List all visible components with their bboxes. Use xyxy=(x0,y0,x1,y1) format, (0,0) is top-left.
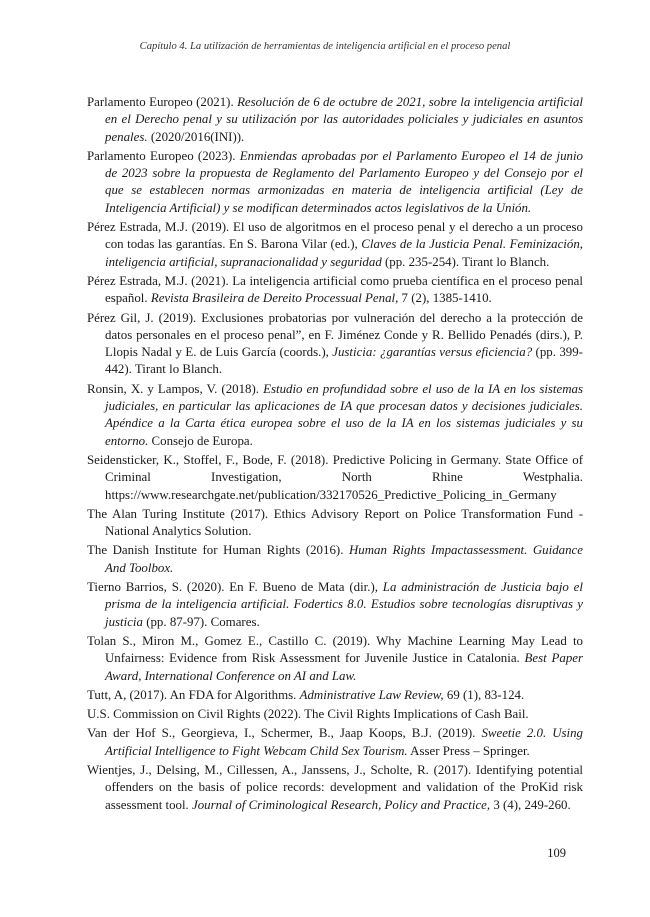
running-header: Capítulo 4. La utilización de herramientas de inteligencia artificial en el proceso penal xyxy=(139,41,511,52)
reference-entry: Tierno Barrios, S. (2020). En F. Bueno de Mata (dir.), La administración de Justicia bajo el prisma de la inteligencia artificial. Fodertics 8.0. Estudios sobre tecnologías disruptivas y justicia (pp. 87-97). Comares. xyxy=(87,580,583,629)
reference-entry: Van der Hof S., Georgieva, I., Schermer, B., Jaap Koops, B.J. (2019). Sweetie 2.0. Using Artificial Intelligence to Fight Webcam Child Sex Tourism. Asser Press – Springer. xyxy=(87,726,583,758)
reference-entry: Pérez Gil, J. (2019). Exclusiones probatorias por vulneración del derecho a la protección de datos personales en el proceso penal”, en F. Jiménez Conde y R. Bellido Penadés (dirs.), P. Llopis Nadal y E. de Luis García (coords.), Justicia: ¿garantías versus eficiencia? (pp. 399-442). Tirant lo Blanch. xyxy=(87,310,583,377)
reference-entry: Pérez Estrada, M.J. (2021). La inteligencia artificial como prueba científica en el proceso penal español. Revista Brasileira de Dereito Processual Penal, 7 (2), 1385-1410. xyxy=(87,273,583,306)
reference-entry: Pérez Estrada, M.J. (2019). El uso de algoritmos en el proceso penal y el derecho a un proceso con todas las garantías. En S. Barona Vilar (ed.), Claves de la Justicia Penal. Feminización, inteligencia artificial, supranacionalidad y seguridad (pp. 235-254). Tirant lo Blanch. xyxy=(87,220,583,269)
reference-entry: U.S. Commission on Civil Rights (2022). The Civil Rights Implications of Cash Bail. xyxy=(87,707,529,722)
reference-entry: Parlamento Europeo (2023). Enmiendas aprobadas por el Parlamento Europeo el 14 de junio de 2023 sobre la propuesta de Reglamento del Parlamento Europeo y del Consejo por el que se establecen normas armonizadas en materia de inteligencia artificial (Ley de Inteligencia Artificial) y se modifican determinados actos legislativos de la Unión. xyxy=(87,148,584,215)
reference-entry: The Danish Institute for Human Rights (2016). Human Rights Impactassessment. Guidance And Toolbox. xyxy=(87,543,583,575)
reference-entry: Wientjes, J., Delsing, M., Cillessen, A., Janssens, J., Scholte, R. (2017). Identifying potential offenders on the basis of police records: development and validation of the ProKid risk assessment tool. Journal of Criminological Research, Policy and Practice, 3 (4), 249-260. xyxy=(87,762,583,812)
reference-list xyxy=(87,94,583,816)
reference-entry: Tolan S., Miron M., Gomez E., Castillo C. (2019). Why Machine Learning May Lead to Unfairness: Evidence from Risk Assessment for Juvenile Justice in Catalonia. Best Paper Award, International Conference on AI and Law. xyxy=(87,633,584,683)
page-number: 109 xyxy=(547,846,566,860)
reference-entry: Parlamento Europeo (2021). Resolución de 6 de octubre de 2021, sobre la inteligencia artificial en el Derecho penal y su utilización por las autoridades policiales y judiciales en asuntos penales. (2020/2016(INI)). xyxy=(87,95,583,144)
reference-entry: Seidensticker, K., Stoffel, F., Bode, F. (2018). Predictive Policing in Germany. State Office of Criminal Investigation, North Rhine Westphalia. https://www.researchgate.net/publication/332170526_Predictive_Policing_in_Germany xyxy=(87,452,583,502)
reference-entry: Tutt, A, (2017). An FDA for Algorithms. Administrative Law Review, 69 (1), 83-124. xyxy=(87,687,525,702)
reference-entry: The Alan Turing Institute (2017). Ethics Advisory Report on Police Transformation Fund - National Analytics Solution. xyxy=(87,506,583,539)
reference-entry: Ronsin, X. y Lampos, V. (2018). Estudio en profundidad sobre el uso de la IA en los sistemas judiciales, en particular las aplicaciones de IA que procesan datos y decisiones judiciales. Apéndice a la Carta ética europea sobre el uso de la IA en los sistemas judiciales y su entorno. Consejo de Europa. xyxy=(87,381,584,448)
